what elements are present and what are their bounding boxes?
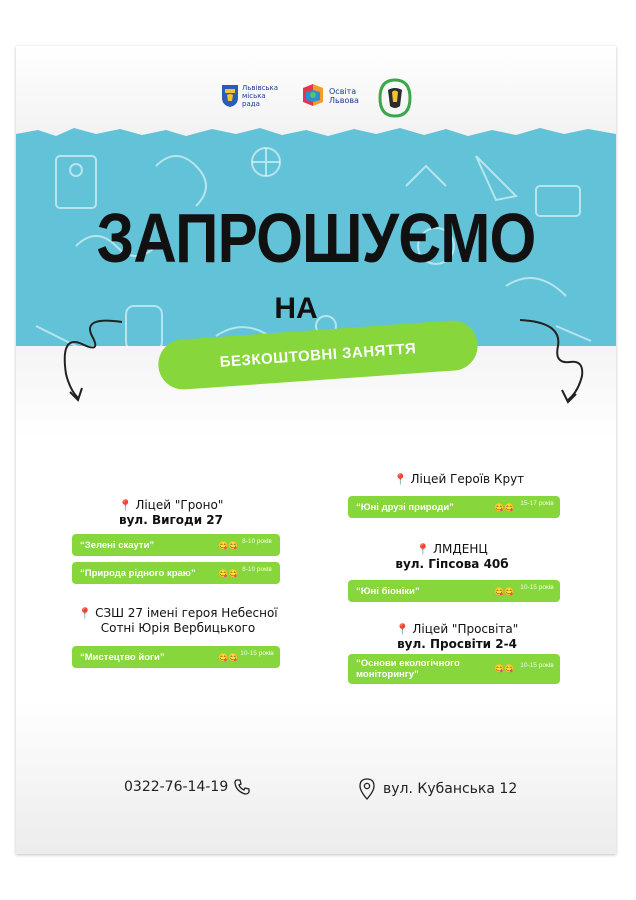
location-szsh27: 📍 СЗШ 27 імені героя Небесної Сотні Юрія Вербицького: [78, 606, 278, 635]
title-na: НА: [274, 292, 318, 325]
location-heroiv-krut: 📍 Ліцей Героїв Крут: [393, 472, 525, 486]
class-pill: “Мистецтво йоги” 😋😋 10-15 років: [72, 646, 280, 668]
map-pin-icon: 📍: [118, 499, 133, 512]
age-range: 10-15 років: [520, 662, 554, 669]
location-prosvita: 📍 Ліцей "Просвіта" вул. Просвіти 2-4: [395, 622, 519, 651]
phone-icon: [233, 778, 251, 796]
location-icon: [358, 778, 376, 800]
class-pill: “Природа рідного краю” 😋😋 8-10 років: [72, 562, 280, 584]
address-contact: [358, 778, 517, 800]
poster: [16, 46, 616, 854]
city-council-label: Львівська міська рада: [242, 84, 279, 108]
location-lmdenc: 📍 ЛМДЕНЦ вул. Гіпсова 40б: [395, 542, 509, 571]
map-pin-icon: 📍: [78, 607, 93, 620]
page-title: ЗАПРОШУЄМО: [96, 199, 536, 277]
class-pill: “Зелені скаути” 😋😋 8-10 років: [72, 534, 280, 556]
education-label: Освіта Львова: [329, 87, 359, 105]
phone-number[interactable]: 0322-76-14-19: [124, 779, 229, 795]
ecology-emblem-icon: [376, 76, 414, 120]
age-range: 10-15 років: [520, 584, 554, 591]
logo-bar: [16, 74, 616, 130]
map-pin-icon: 📍: [395, 623, 410, 636]
class-pill: “Юні друзі природи” 😋😋 15-17 років: [348, 496, 560, 518]
map-pin-icon: 📍: [416, 543, 430, 556]
class-pill: “Юні біоніки” 😋😋 10-15 років: [348, 580, 560, 602]
coat-of-arms-icon: [221, 84, 239, 108]
location-grono: 📍 Ліцей "Гроно" вул. Вигоди 27: [118, 498, 224, 527]
age-range: 8-10 років: [242, 566, 272, 573]
subtitle-text: БЕЗКОШТОВНІ ЗАНЯТТЯ: [219, 339, 417, 371]
emoji-icon: 😋😋: [494, 664, 514, 673]
age-range: 8-10 років: [242, 538, 272, 545]
phone-contact: [124, 778, 251, 796]
emoji-icon: 😋😋: [218, 540, 238, 550]
education-lviv-logo: [300, 82, 359, 110]
left-curly-arrow-icon: [52, 314, 132, 404]
lviv-city-council-logo: [221, 84, 278, 108]
map-pin-icon: 📍: [393, 473, 408, 486]
emoji-icon: 😋😋: [218, 568, 238, 578]
emoji-icon: 😋😋: [494, 586, 514, 596]
address-text: вул. Кубанська 12: [383, 781, 518, 797]
class-pill: “Основи екологічного моніторингу” 😋😋 10-15 років: [348, 654, 560, 684]
education-icon: [300, 82, 326, 110]
ecology-center-logo: [376, 76, 414, 120]
emoji-icon: 😋😋: [218, 652, 238, 662]
emoji-icon: 😋😋: [494, 502, 514, 512]
right-curly-arrow-icon: [512, 314, 592, 404]
age-range: 10-15 років: [240, 650, 274, 657]
age-range: 15-17 років: [520, 500, 554, 507]
